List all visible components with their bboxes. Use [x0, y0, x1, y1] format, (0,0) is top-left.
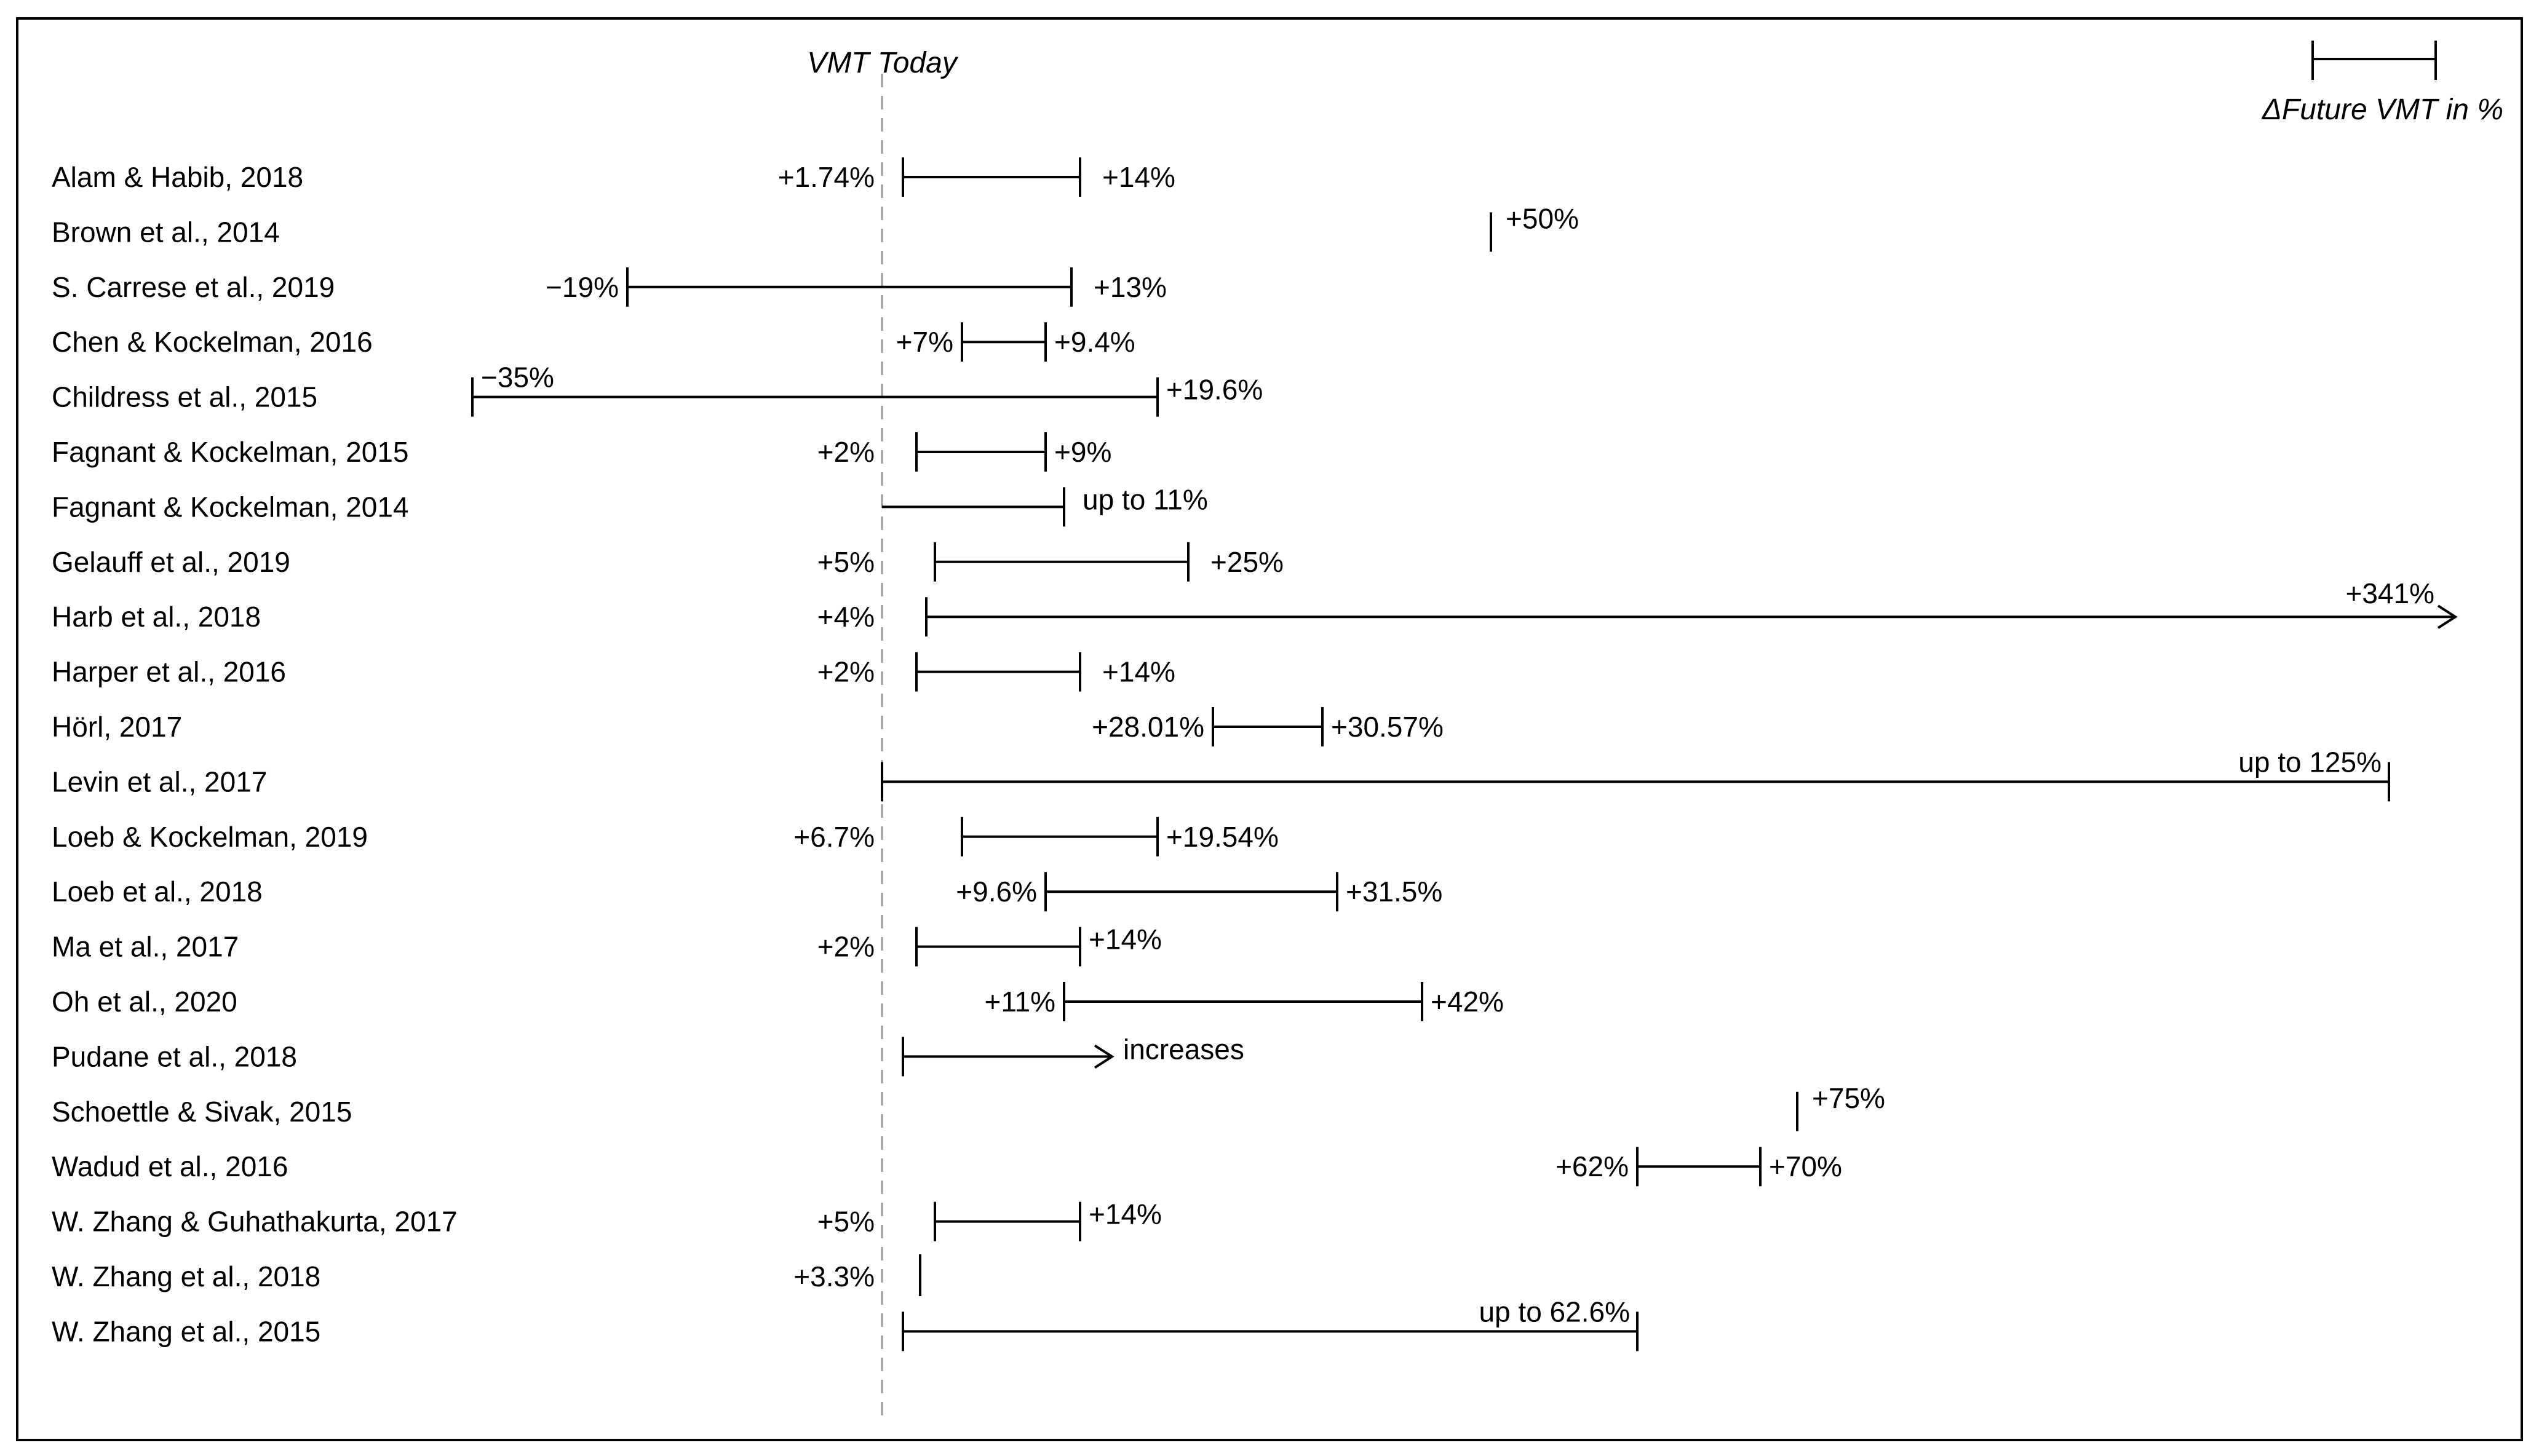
low-value-label: +62% [1556, 1150, 1629, 1183]
low-value-label: +28.01% [1092, 711, 1204, 743]
high-value-label: +9.4% [1054, 326, 1135, 358]
study-label: Chen & Kockelman, 2016 [52, 326, 373, 358]
low-value-label: −19% [546, 271, 619, 303]
study-label: Childress et al., 2015 [52, 381, 318, 413]
study-label: Gelauff et al., 2019 [52, 545, 290, 578]
study-label: W. Zhang et al., 2015 [52, 1315, 321, 1348]
study-label: Hörl, 2017 [52, 711, 183, 743]
legend-label: ΔFuture VMT in % [2262, 93, 2503, 126]
study-label: Fagnant & Kockelman, 2014 [52, 491, 409, 523]
high-value-label: +9% [1054, 436, 1112, 468]
low-value-label: +6.7% [793, 820, 875, 853]
study-label: Wadud et al., 2016 [52, 1150, 288, 1183]
high-value-label: up to 125% [2238, 746, 2382, 778]
high-value-label: +50% [1506, 202, 1579, 235]
low-value-label: +4% [817, 601, 875, 633]
study-label: Alam & Habib, 2018 [52, 161, 304, 193]
study-label: Harper et al., 2016 [52, 655, 287, 688]
low-value-label: +2% [817, 655, 875, 688]
high-value-label: +14% [1102, 161, 1175, 193]
high-value-label: +13% [1094, 271, 1167, 303]
high-value-label: +75% [1812, 1082, 1885, 1114]
high-value-label: increases [1123, 1033, 1244, 1066]
low-value-label: +5% [817, 545, 875, 578]
study-label: Schoettle & Sivak, 2015 [52, 1095, 352, 1128]
high-value-label: +42% [1431, 986, 1504, 1018]
high-value-label: +70% [1769, 1150, 1842, 1183]
low-value-label: +3.3% [793, 1260, 875, 1292]
study-label: Oh et al., 2020 [52, 986, 237, 1018]
low-value-label: +2% [817, 436, 875, 468]
high-value-label: up to 11% [1083, 483, 1208, 516]
high-value-label: +25% [1210, 545, 1284, 578]
high-value-label: +14% [1089, 1198, 1162, 1230]
vmt-today-label: VMT Today [807, 47, 957, 79]
study-label: Fagnant & Kockelman, 2015 [52, 436, 409, 468]
low-value-label: +2% [817, 930, 875, 963]
low-value-label: +9.6% [956, 876, 1037, 908]
study-label: Loeb & Kockelman, 2019 [52, 820, 368, 853]
high-value-label: +341% [2345, 577, 2434, 610]
study-label: Harb et al., 2018 [52, 601, 261, 633]
study-label: W. Zhang & Guhathakurta, 2017 [52, 1205, 458, 1238]
high-value-label: +30.57% [1331, 711, 1444, 743]
study-label: Levin et al., 2017 [52, 766, 268, 798]
high-value-label: +19.54% [1166, 820, 1279, 853]
study-label: Ma et al., 2017 [52, 930, 239, 963]
low-value-label: +1.74% [777, 161, 875, 193]
high-value-label: up to 62.6% [1479, 1296, 1630, 1328]
low-value-label: +11% [984, 986, 1055, 1018]
study-label: S. Carrese et al., 2019 [52, 271, 335, 303]
study-label: Pudane et al., 2018 [52, 1040, 297, 1073]
low-value-label: +7% [896, 326, 953, 358]
study-label: Brown et al., 2014 [52, 216, 280, 248]
low-value-label: −35% [481, 361, 554, 394]
high-value-label: +31.5% [1346, 876, 1443, 908]
low-value-label: +5% [817, 1205, 875, 1238]
study-label: W. Zhang et al., 2018 [52, 1260, 321, 1292]
high-value-label: +14% [1089, 923, 1162, 956]
high-value-label: +14% [1102, 655, 1175, 688]
high-value-label: +19.6% [1166, 373, 1263, 406]
study-label: Loeb et al., 2018 [52, 876, 263, 908]
